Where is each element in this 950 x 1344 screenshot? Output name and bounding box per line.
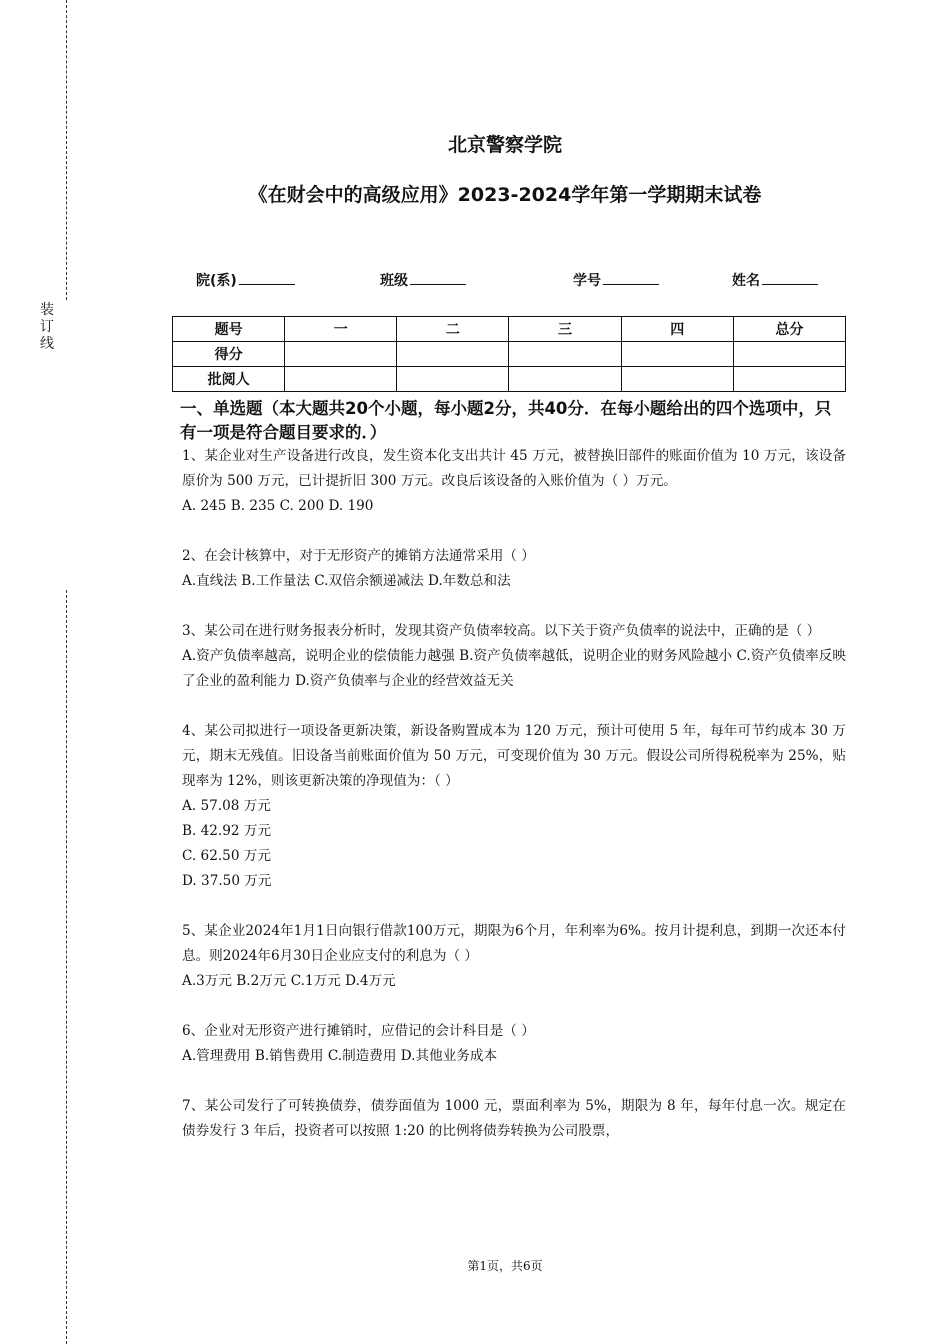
class-field[interactable] [380,268,466,290]
reviewer-cell[interactable] [285,367,397,392]
question-option: C. 62.50 万元 [182,848,271,864]
binding-char: 线 [40,336,54,352]
name-blank[interactable] [762,268,818,285]
score-table-header-cell: 二 [397,317,509,342]
question-stem: 1、某企业对生产设备进行改良，发生资本化支出共计 45 万元，被替换旧部件的账面价值为 10 万元，该设备原价为 500 万元，已计提折旧 300 万元。改良后该设备的入账价值为（ ）万元。 [182,448,846,489]
question-3 [182,619,846,694]
binding-char: 订 [40,319,54,335]
score-table-header-cell: 总分 [733,317,845,342]
binding-line-bottom [66,590,67,1344]
question-stem: 6、企业对无形资产进行摊销时，应借记的会计科目是（ ） [182,1023,535,1039]
reviewer-cell[interactable] [621,367,733,392]
binding-char: 装 [40,302,54,318]
score-table-header-cell: 一 [285,317,397,342]
score-table-header-row [173,317,846,342]
score-table-header-cell: 四 [621,317,733,342]
question-option: D. 37.50 万元 [182,873,272,889]
name-field[interactable] [732,268,818,290]
question-list [182,444,846,1169]
question-2 [182,544,846,594]
name-label: 姓名 [732,273,760,289]
score-cell[interactable] [509,342,621,367]
reviewer-cell[interactable] [509,367,621,392]
question-4 [182,719,846,894]
score-cell[interactable] [733,342,845,367]
student-id-label: 学号 [573,273,601,289]
score-cell[interactable] [621,342,733,367]
question-options: A.资产负债率越高，说明企业的偿债能力越强 B.资产负债率越低，说明企业的财务风险越小 C.资产负债率反映了企业的盈利能力 D.资产负债率与企业的经营效益无关 [182,648,846,689]
question-options: A.直线法 B.工作量法 C.双倍余额递减法 D.年数总和法 [182,573,511,589]
question-stem: 3、某公司在进行财务报表分析时，发现其资产负债率较高。以下关于资产负债率的说法中，正确的是（ ） [182,623,821,639]
reviewer-cell[interactable] [397,367,509,392]
class-blank[interactable] [410,268,466,285]
score-row-label: 得分 [173,342,285,367]
student-info-row [0,268,950,292]
question-options: A.3万元 B.2万元 C.1万元 D.4万元 [182,973,396,989]
department-field[interactable] [196,268,295,290]
department-label: 院(系) [196,273,237,289]
score-cell[interactable] [397,342,509,367]
question-options: A. 245 B. 235 C. 200 D. 190 [182,498,374,514]
question-stem: 7、某公司发行了可转换债券，债券面值为 1000 元，票面利率为 5%，期限为 8 年，每年付息一次。规定在债券发行 3 年后，投资者可以按照 1:20 的比例将债券转换为公司股票， [182,1098,846,1139]
class-label: 班级 [380,273,408,289]
score-cell[interactable] [285,342,397,367]
score-table-header-cell: 题号 [173,317,285,342]
question-7 [182,1094,846,1144]
page-footer: 第1页，共6页 [467,1259,543,1273]
student-id-blank[interactable] [603,268,659,285]
reviewer-cell[interactable] [733,367,845,392]
question-stem: 4、某公司拟进行一项设备更新决策，新设备购置成本为 120 万元，预计可使用 5 年，每年可节约成本 30 万元，期末无残值。旧设备当前账面价值为 50 万元，可变现价值为 30 万元。假设公司所得税税率为 25%，贴现率为 12%，则该更新决策的净现值为：（ ） [182,723,846,789]
score-table [172,316,846,392]
question-1 [182,444,846,519]
student-id-field[interactable] [573,268,659,290]
binding-label [38,302,56,353]
question-stem: 2、在会计核算中，对于无形资产的摊销方法通常采用（ ） [182,548,535,564]
score-table-header-cell: 三 [509,317,621,342]
exam-title: 《在财会中的高级应用》2023-2024学年第一学期期末试卷 [248,184,762,206]
section-heading: 一、单选题（本大题共20个小题，每小题2分，共40分．在每小题给出的四个选项中，只有一项是符合题目要求的．） [180,399,832,442]
question-5 [182,919,846,994]
question-6 [182,1019,846,1069]
question-stem: 5、某企业2024年1月1日向银行借款100万元，期限为6个月，年利率为6%。按月计提利息，到期一次还本付息。则2024年6月30日企业应支付的利息为（ ） [182,923,846,964]
department-blank[interactable] [239,268,295,285]
school-name: 北京警察学院 [447,134,562,156]
score-table-row [173,367,846,392]
question-option: B. 42.92 万元 [182,823,272,839]
reviewer-row-label: 批阅人 [173,367,285,392]
question-option: A. 57.08 万元 [182,798,271,814]
score-table-row [173,342,846,367]
question-options: A.管理费用 B.销售费用 C.制造费用 D.其他业务成本 [182,1048,498,1064]
